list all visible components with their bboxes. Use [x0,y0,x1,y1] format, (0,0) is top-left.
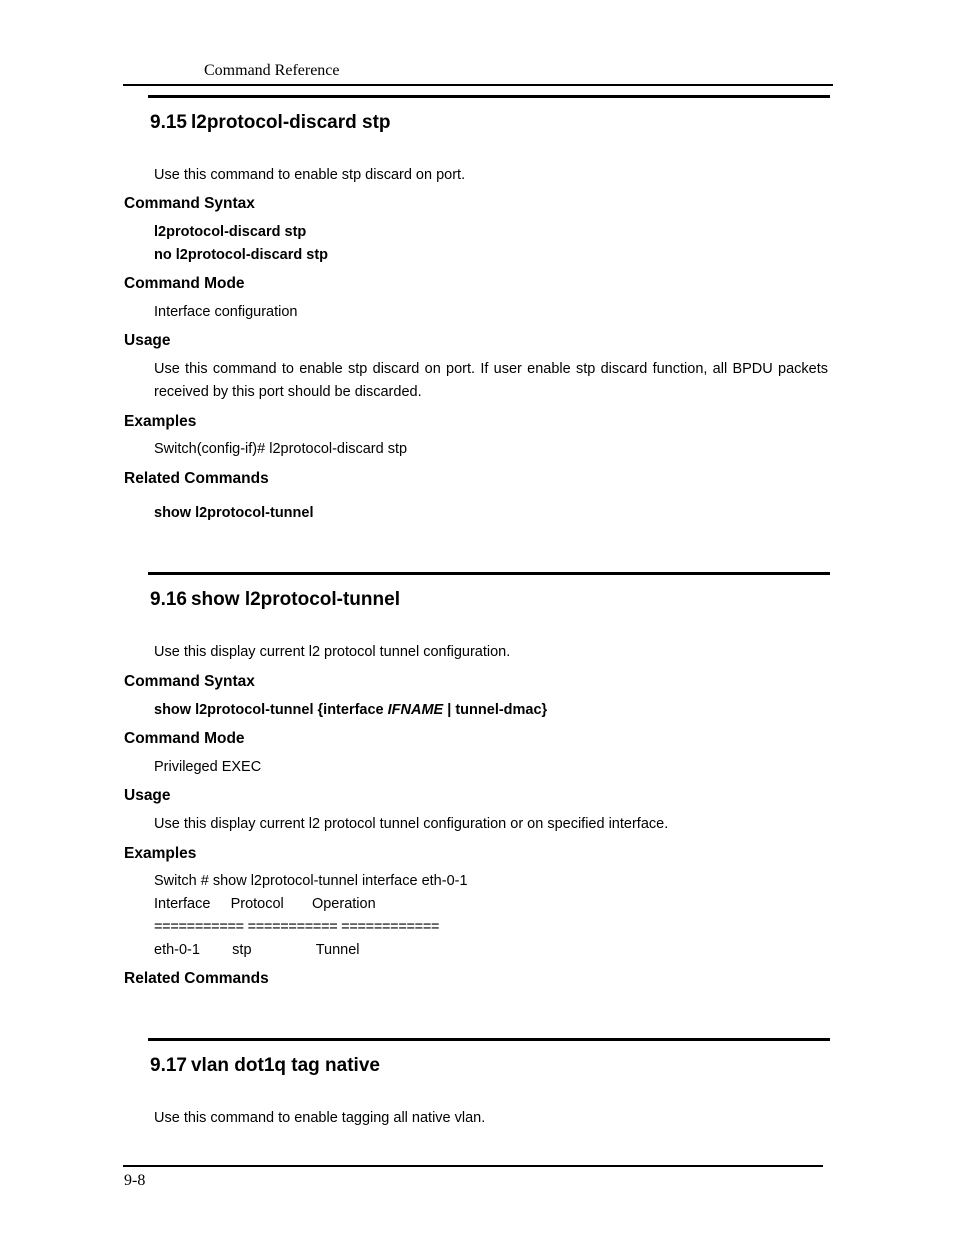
example-line: eth-0-1 stp Tunnel [154,942,360,958]
related-command: show l2protocol-tunnel [154,505,314,521]
syntax-line: no l2protocol-discard stp [154,247,329,263]
command-mode-heading: Command Mode [124,275,245,292]
usage-heading: Usage [124,787,171,804]
command-syntax-heading: Command Syntax [124,673,255,690]
usage-text: Use this command to enable stp discard on port. If user enable stp discard function, all BPDU packets received by this port should be discarded. [154,361,828,400]
related-commands-heading: Related Commands [124,470,269,487]
examples-heading: Examples [124,845,197,862]
usage-text: Use this display current l2 protocol tunnel configuration or on specified interface. [154,816,669,832]
example-line: Interface Protocol Operation [154,896,376,912]
command-mode-value: Privileged EXEC [154,759,262,775]
header-rule [123,84,833,86]
section-number: 9.17 [150,1055,187,1076]
section-title-9-17 [150,1055,380,1077]
footer-rule [123,1165,823,1167]
command-syntax-heading: Command Syntax [124,195,255,212]
usage-heading: Usage [124,332,171,349]
section-rule-9-16 [148,572,830,575]
section-number: 9.15 [150,112,187,133]
examples-heading: Examples [124,413,197,430]
section-description: Use this command to enable stp discard on port. [154,167,466,183]
section-title-9-16 [150,589,400,611]
section-rule-9-17 [148,1038,830,1041]
page-number: 9-8 [124,1172,146,1189]
command-mode-heading: Command Mode [124,730,245,747]
section-rule-9-15 [148,95,830,98]
syntax-line [154,702,547,718]
example-line: Switch(config-if)# l2protocol-discard stp [154,441,408,457]
section-title-9-15 [150,112,391,134]
running-header: Command Reference [204,62,340,79]
example-line: =========== =========== ============ [154,919,440,935]
section-heading: vlan dot1q tag native [190,1055,380,1076]
section-description: Use this command to enable tagging all native vlan. [154,1110,486,1126]
section-description: Use this display current l2 protocol tunnel configuration. [154,644,511,660]
syntax-prefix: show l2protocol-tunnel {interface [154,702,388,718]
command-mode-value: Interface configuration [154,304,298,320]
section-number: 9.16 [150,589,187,610]
example-line: Switch # show l2protocol-tunnel interface eth-0-1 [154,873,468,889]
syntax-param: IFNAME [387,702,444,718]
section-heading: show l2protocol-tunnel [190,589,400,610]
syntax-suffix: | tunnel-dmac} [443,702,548,718]
related-commands-heading: Related Commands [124,970,269,987]
syntax-line: l2protocol-discard stp [154,224,307,240]
section-heading: l2protocol-discard stp [190,112,391,133]
